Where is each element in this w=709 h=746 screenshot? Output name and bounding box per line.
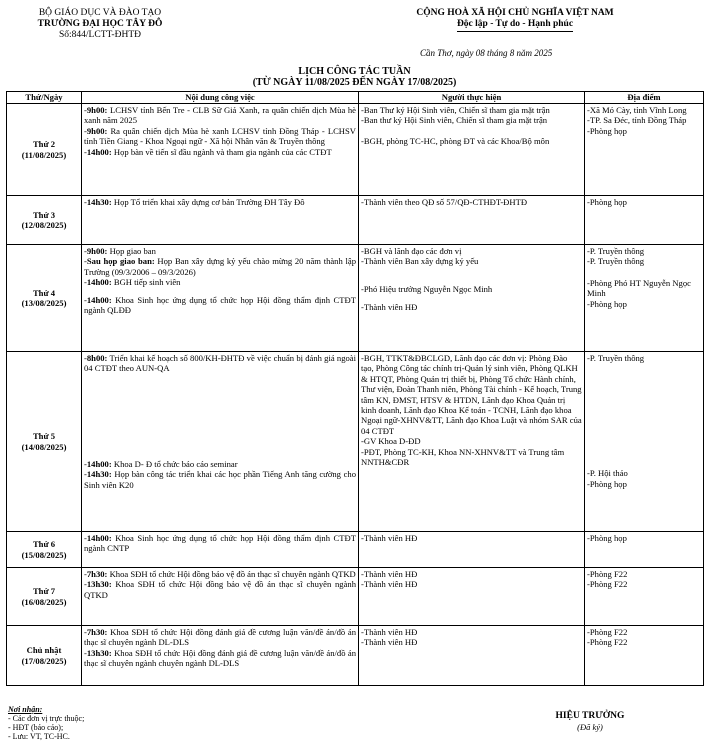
content-cell	[82, 104, 359, 196]
people-item: -Thành viên HĐ	[361, 302, 418, 313]
place-item: -Phòng F22	[587, 637, 628, 648]
place-text: Phòng họp	[589, 478, 627, 489]
place-text: P. Hội thảo	[589, 468, 628, 479]
activity-time: 14h00:	[86, 294, 112, 305]
place-cell	[585, 532, 704, 568]
schedule-row	[7, 568, 704, 626]
people-text: Thành viên HĐ	[363, 569, 418, 579]
content-cell	[82, 352, 359, 532]
activity-time: 9h00:	[86, 246, 108, 256]
day-name: Thứ 6	[32, 539, 56, 550]
place-text: Phòng F22	[589, 569, 628, 579]
people-cell	[359, 104, 585, 196]
activity-item: -14h30: Họp bàn công tác triển khai các học phần Tiếng Anh tăng cường cho Sinh viên K20	[84, 469, 356, 490]
activity-time: 14h00:	[86, 146, 112, 157]
place-cell	[585, 196, 704, 245]
activity-item: -14h30: Họp Tổ triển khai xây dựng cơ bản Trường ĐH Tây Đô	[84, 197, 305, 207]
activity-time: 14h00:	[86, 458, 112, 469]
document-number: Số:844/LCTT-ĐHTĐ	[59, 30, 141, 40]
document-title	[0, 66, 709, 88]
activity-text: Họp giao ban	[107, 246, 156, 256]
place-text: TP. Sa Đéc, tỉnh Đồng Tháp	[589, 115, 687, 126]
activity-text: LCHSV tỉnh Bến Tre - CLB Sữ Giả Xanh, ra quân chiến dịch Mùa hè xanh năm 2025	[84, 105, 356, 126]
day-cell	[7, 626, 82, 686]
place-item: -Phòng F22	[587, 579, 628, 590]
activity-item: -9h00: Họp giao ban	[84, 246, 156, 256]
place-text: Phòng họp	[589, 533, 627, 543]
activity-item: -14h00: BGH tiếp sinh viên	[84, 277, 181, 288]
activity-time: 13h30:	[86, 647, 112, 658]
people-cell	[359, 352, 585, 532]
activity-time: 14h30:	[86, 197, 112, 207]
day-date: (16/08/2025)	[21, 596, 67, 607]
place-item: -Phòng Phó HT Nguyễn Ngọc Minh	[587, 277, 691, 299]
day-cell	[7, 245, 82, 352]
activity-item: -14h00: Họp bàn về tiến sĩ đầu ngành và tham gia ngành của các CTĐT	[84, 146, 332, 157]
place-text: P. Truyền thông	[589, 246, 645, 256]
activity-text: Khoa SĐH tổ chức Hội đồng bảo vệ đồ án thạc sĩ chuyên ngành QTKD	[107, 569, 356, 579]
place-item: -Phòng họp	[587, 125, 627, 136]
people-text: Thành viên HĐ	[363, 533, 418, 543]
activity-time: 9h00:	[86, 125, 108, 136]
day-date: (11/08/2025)	[21, 149, 67, 160]
people-item: -Phó Hiệu trưởng Nguyễn Ngọc Minh	[361, 283, 493, 294]
title-range: (TỪ NGÀY 11/08/2025 ĐẾN NGÀY 17/08/2025)	[252, 77, 457, 88]
people-item: -Thành viên HĐ	[361, 579, 418, 590]
place-item: -P. Truyền thông	[587, 246, 645, 256]
day-name: Thứ 4	[32, 287, 56, 298]
people-text: BGH và lãnh đạo các đơn vị	[363, 246, 462, 256]
place-item: -P. Truyền thông	[587, 256, 645, 267]
activity-text: Khoa SĐH tổ chức Hội đồng đánh giá đề cương luận văn/đề án/đồ án thạc sĩ chuyên ngành DL-DLS	[84, 627, 356, 648]
document-date: Cần Thơ, ngày 08 tháng 8 năm 2025	[420, 48, 553, 58]
activity-time: 13h30:	[86, 579, 112, 590]
content-cell	[82, 626, 359, 686]
activity-item: -Sau họp giao ban: Họp Ban xây dựng kỷ yếu chào mừng 20 năm thành lập Trường (09/3/2006 – 09/3/2026)	[84, 256, 356, 277]
activity-item: -7h30: Khoa SĐH tổ chức Hội đồng bảo vệ đồ án thạc sĩ chuyên ngành QTKD	[84, 569, 356, 579]
schedule-row	[7, 626, 704, 686]
activity-item: -9h00: LCHSV tỉnh Bến Tre - CLB Sữ Giả Xanh, ra quân chiến dịch Mùa hè xanh năm 2025	[84, 105, 356, 126]
place-item: -Xã Mỏ Cày, tỉnh Vĩnh Long	[587, 105, 687, 115]
place-item: -Phòng họp	[587, 533, 627, 543]
people-text: Thành viên HĐ	[363, 627, 418, 637]
signer-note: (Đã ký)	[577, 722, 603, 732]
place-cell	[585, 568, 704, 626]
people-text: Thành viên HĐ	[363, 637, 418, 648]
column-header-people: Người thực hiện	[359, 92, 585, 104]
people-cell	[359, 568, 585, 626]
activity-time: Sau họp giao ban:	[86, 256, 155, 267]
people-item: -Thành viên HĐ	[361, 637, 418, 648]
university-name: TRƯỜNG ĐẠI HỌC TÂY ĐÔ	[37, 19, 163, 29]
people-cell	[359, 532, 585, 568]
people-text: Phó Hiệu trưởng Nguyễn Ngọc Minh	[363, 283, 493, 294]
people-item: -Thành viên theo QĐ số 57/QĐ-CTHĐT-ĐHTĐ	[361, 197, 528, 207]
content-cell	[82, 196, 359, 245]
activity-text: Họp bàn về tiến sĩ đầu ngành và tham gia ngành của các CTĐT	[111, 146, 332, 157]
activity-text: Ra quân chiến dịch Mùa hè xanh LCHSV tỉnh Đồng Tháp - LCHSV tỉnh Tiền Giang - Khoa Ngoại ngữ - Xã hội Nhân văn & Truyền thông	[84, 125, 356, 147]
activity-text: Khoa SĐH tổ chức Hội đồng đánh giá đề cương luận văn/đề án/đồ án thạc sĩ chuyên ngành chuyên ngành DL-DLS	[84, 647, 356, 669]
place-text: Phòng họp	[589, 125, 627, 136]
place-text: Phòng F22	[589, 627, 628, 637]
place-cell	[585, 245, 704, 352]
people-text: Thành viên theo QĐ số 57/QĐ-CTHĐT-ĐHTĐ	[363, 197, 528, 207]
activity-text: Khoa Sinh học ứng dụng tổ chức họp Hội đồng thẩm định CTĐT ngành CNTP	[84, 533, 356, 554]
people-item: -GV Khoa D-ĐD	[361, 436, 421, 447]
people-item: -Thành viên Ban xây dựng kỷ yếu	[361, 256, 479, 267]
place-text: P. Truyền thông	[589, 353, 645, 363]
schedule-row	[7, 196, 704, 245]
day-cell	[7, 196, 82, 245]
activity-item: -13h30: Khoa SĐH tổ chức Hội đồng đánh giá đề cương luận văn/đề án/đồ án thạc sĩ chuyên ngành chuyên ngành DL-DLS	[84, 647, 356, 669]
place-text: Phòng họp	[589, 298, 627, 309]
activity-text: Khoa Sinh học ứng dụng tổ chức họp Hội đồng thẩm định CTĐT ngành QLĐĐ	[84, 294, 356, 316]
place-item: -P. Truyền thông	[587, 353, 645, 363]
place-cell	[585, 104, 704, 196]
table-header-row	[7, 92, 704, 104]
people-text: Thành viên HĐ	[363, 302, 418, 313]
day-cell	[7, 352, 82, 532]
activity-time: 14h30:	[86, 469, 112, 480]
day-date: (13/08/2025)	[21, 298, 67, 308]
place-item: -Phòng họp	[587, 197, 627, 207]
people-item: -Thành viên HĐ	[361, 533, 418, 543]
activity-time: 7h30:	[86, 627, 108, 637]
people-cell	[359, 245, 585, 352]
day-date: (12/08/2025)	[21, 220, 67, 230]
people-text: Thành viên Ban xây dựng kỷ yếu	[363, 256, 479, 267]
place-item: -Phòng họp	[587, 298, 627, 309]
people-cell	[359, 196, 585, 245]
day-name: Thứ 2	[32, 139, 56, 150]
activity-time: 7h30:	[86, 569, 108, 579]
day-name: Thứ 3	[32, 209, 56, 220]
recipient-item: - HĐT (báo cáo);	[8, 723, 64, 732]
people-item: -Ban Thư ký Hội Sinh viên, Chiến sĩ tham gia mặt trận	[361, 105, 550, 115]
people-text: Thành viên HĐ	[363, 579, 418, 590]
place-item: -Phòng họp	[587, 478, 627, 489]
activity-item: -7h30: Khoa SĐH tổ chức Hội đồng đánh giá đề cương luận văn/đề án/đồ án thạc sĩ chuyên ngành DL-DLS	[84, 627, 356, 648]
activity-item: -14h00: Khoa Sinh học ứng dụng tổ chức họp Hội đồng thẩm định CTĐT ngành QLĐĐ	[84, 294, 356, 316]
title-main: LỊCH CÔNG TÁC TUẦN	[298, 66, 411, 77]
day-name: Chủ nhật	[26, 645, 62, 656]
day-name: Thứ 5	[32, 431, 56, 442]
day-cell	[7, 104, 82, 196]
place-item: -P. Hội thảo	[587, 468, 628, 479]
activity-item: -8h00: Triển khai kế hoạch số 800/KH-ĐHTĐ về việc chuẩn bị đánh giá ngoài 04 CTĐT theo AUN-QA	[84, 353, 356, 374]
content-cell	[82, 245, 359, 352]
activity-text: Khoa D- Đ tổ chức báo cáo seminar	[111, 458, 238, 469]
content-cell	[82, 532, 359, 568]
activity-text: Họp Tổ triển khai xây dựng cơ bản Trường ĐH Tây Đô	[111, 197, 305, 207]
place-cell	[585, 626, 704, 686]
people-item: -BGH, phòng TC-HC, phòng ĐT và các Khoa/Bộ môn	[361, 135, 550, 146]
people-item: -PĐT, Phòng TC-KH, Khoa NN-XHNV&TT và Trung tâm NNTH&CĐR	[361, 446, 565, 468]
schedule-row	[7, 532, 704, 568]
recipient-item: - Các đơn vị trực thuộc;	[8, 714, 85, 723]
people-text: Ban thư ký Hội Sinh viên, Chiến sĩ tham gia mặt trận	[363, 115, 548, 126]
activity-time: 8h00:	[86, 353, 108, 363]
place-text: Phòng F22	[589, 637, 628, 648]
activity-text: Họp bàn công tác triển khai các học phần Tiếng Anh tăng cường cho Sinh viên K20	[84, 469, 356, 490]
schedule-row	[7, 104, 704, 196]
people-text: BGH, phòng TC-HC, phòng ĐT và các Khoa/Bộ môn	[363, 135, 550, 146]
activity-time: 9h00:	[86, 105, 108, 115]
activity-item: -13h30: Khoa SĐH tổ chức Hội đồng bảo vệ đồ án thạc sĩ chuyên ngành QTKD	[84, 579, 356, 600]
national-header	[330, 8, 700, 32]
place-text: Xã Mỏ Cày, tỉnh Vĩnh Long	[589, 105, 687, 115]
day-cell	[7, 532, 82, 568]
place-item: -TP. Sa Đéc, tỉnh Đồng Tháp	[587, 115, 687, 126]
activity-item: -14h00: Khoa D- Đ tổ chức báo cáo seminar	[84, 458, 238, 469]
place-text: Phòng Phó HT Nguyễn Ngọc Minh	[587, 277, 691, 299]
place-text: Phòng F22	[589, 579, 628, 590]
country-name: CỘNG HOÀ XÃ HỘI CHỦ NGHĨA VIỆT NAM	[416, 8, 614, 18]
schedule-table	[6, 91, 704, 686]
day-date: (17/08/2025)	[21, 655, 67, 666]
people-text: Ban Thư ký Hội Sinh viên, Chiến sĩ tham gia mặt trận	[363, 105, 550, 115]
activity-time: 14h00:	[86, 533, 112, 543]
day-date: (14/08/2025)	[21, 441, 67, 452]
activity-time: 14h00:	[86, 277, 112, 288]
issuer-block	[10, 8, 190, 41]
activity-text: Họp Ban xây dựng kỷ yếu chào mừng 20 năm thành lập Trường (09/3/2006 – 09/3/2026)	[84, 256, 356, 277]
people-text: BGH, TTKT&ĐBCLGD, Lãnh đạo các đơn vị: Phòng Đào tạo, Phòng Công tác chính trị-Quản lý sinh viên, Phòng QLKH & HTQT, Phòng Quản trị thiết bị, Phòng Tổ chức Hành chính, Thư viện, Đoàn Thanh niên, Phòng Tài chính - Kế hoạch, Trung tâm KN, ĐMST, HTSV & HTDN, Lãnh đạo Khoa Quản trị kinh doanh, Lãnh đạo Khoa Kế toán - TCNH, Lãnh đạo khoa Ngoại ngữ-XHNV&TT, Lãnh đạo Khoa Luật và nhóm SAR của 04 CTĐT	[361, 353, 582, 436]
column-header-content: Nội dung công việc	[82, 92, 359, 104]
activity-text: BGH tiếp sinh viên	[111, 277, 181, 288]
place-text: Phòng họp	[589, 197, 627, 207]
signature-block	[540, 711, 640, 733]
recipients-block	[8, 705, 84, 741]
activity-text: Triển khai kế hoạch số 800/KH-ĐHTĐ về việc chuẩn bị đánh giá ngoài 04 CTĐT theo AUN-QA	[84, 353, 356, 374]
signer-title: HIỆU TRƯỞNG	[555, 711, 625, 721]
ministry-name: BỘ GIÁO DỤC VÀ ĐÀO TẠO	[38, 8, 162, 18]
people-text: GV Khoa D-ĐD	[363, 436, 421, 447]
column-header-day: Thứ/Ngày	[7, 92, 82, 104]
national-motto: Độc lập - Tự do - Hạnh phúc	[457, 19, 573, 32]
activity-text: Khoa SĐH tổ chức Hội đồng bảo vệ đồ án thạc sĩ chuyên ngành QTKD	[84, 579, 356, 600]
people-cell	[359, 626, 585, 686]
people-text: PĐT, Phòng TC-KH, Khoa NN-XHNV&TT và Trung tâm NNTH&CĐR	[361, 446, 565, 468]
people-item: -Thành viên HĐ	[361, 627, 418, 637]
day-date: (15/08/2025)	[21, 549, 67, 560]
schedule-row	[7, 352, 704, 532]
place-cell	[585, 352, 704, 532]
recipient-item: - Lưu: VT, TC-HC.	[8, 732, 70, 741]
activity-item: -9h00: Ra quân chiến dịch Mùa hè xanh LCHSV tỉnh Đồng Tháp - LCHSV tỉnh Tiền Giang - Khoa Ngoại ngữ - Xã hội Nhân văn & Truyền thông	[84, 125, 356, 147]
people-item: -BGH và lãnh đạo các đơn vị	[361, 246, 462, 256]
recipients-title: Nơi nhận:	[8, 705, 43, 714]
place-item: -Phòng F22	[587, 569, 628, 579]
day-cell	[7, 568, 82, 626]
activity-item: -14h00: Khoa Sinh học ứng dụng tổ chức họp Hội đồng thẩm định CTĐT ngành CNTP	[84, 533, 356, 554]
place-text: P. Truyền thông	[589, 256, 645, 267]
day-name: Thứ 7	[32, 586, 56, 597]
place-item: -Phòng F22	[587, 627, 628, 637]
people-item: -BGH, TTKT&ĐBCLGD, Lãnh đạo các đơn vị: Phòng Đào tạo, Phòng Công tác chính trị-Quản lý sinh viên, Phòng QLKH & HTQT, Phòng Quản trị thiết bị, Phòng Tổ chức Hành chính, Thư viện, Đoàn Thanh niên, Phòng Tài chính - Kế hoạch, Trung tâm KN, ĐMST, HTSV & HTDN, Lãnh đạo Khoa Quản trị kinh doanh, Lãnh đạo Khoa Kế toán - TCNH, Lãnh đạo khoa Ngoại ngữ-XHNV&TT, Lãnh đạo Khoa Luật và nhóm SAR của 04 CTĐT	[361, 353, 582, 436]
schedule-row	[7, 245, 704, 352]
column-header-place: Địa điểm	[585, 92, 704, 104]
people-item: -Thành viên HĐ	[361, 569, 418, 579]
content-cell	[82, 568, 359, 626]
people-item: -Ban thư ký Hội Sinh viên, Chiến sĩ tham gia mặt trận	[361, 115, 548, 126]
